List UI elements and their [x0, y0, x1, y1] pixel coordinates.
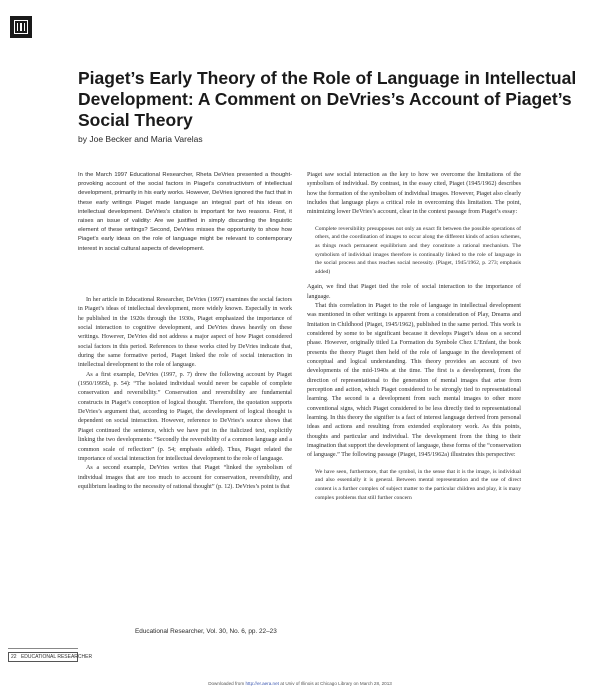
block-quote: Complete reversibility presupposes not only an exact fit between the possible operations of others, and the coordination of images to occur along the different kinds of action schemes, as things reach permanent equilibrium and they constitute a rational mechanism. The symbolism of individual images therefore is continually linked to the role of language in the social process and thus reaches social necessity. (Piaget, 1945/1962, p. 273; emphasis added)	[315, 225, 521, 275]
body-paragraph: That this correlation in Piaget to the role of language in intellectual development was mentioned in other writings is apparent from a consideration of Play, Dreams and Imitation in Childhood (Piaget, 1945/1962), published in the same period. This work is considered by some to be significant because it develops Piaget’s ideas on a second phase. However, originally titled La Formation du Symbole Chez L’Enfant, the book presents the theory Piaget then held of the role of language in the development of conceptual and logical understanding. This theory provides an account of two developments of the mid-1940s at the time. The first is a development, from the direction of representational to the generation of mental images that arise from perception and action, which Piaget considered to be strongly tied to representational learning. The second is a development from such mental images to other more conventional signs, which Piaget considered to be less directly tied to representational learning. In this theory the signifier is a fact of interest language derived from personal ideas and actions and resulting from extended exploratory work. As this points, thoughts and particular and individual. The development from the thing to their imagination that support the development of language, these forms of the “conservation of language.” The following passage (Piaget, 1945/1962a) illustrates this perspective:	[307, 302, 521, 459]
page-number: 22	[11, 654, 17, 660]
body-paragraph: Again, we find that Piaget tied the role of social interaction to the importance of language.	[307, 284, 521, 300]
article-title: Piaget’s Early Theory of the Role of Language in Intellectual Development: A Comment on DeVries’s Account of Piaget’s Social Theory	[78, 68, 577, 130]
journal-logo-icon	[10, 16, 32, 38]
page-footer	[8, 652, 93, 662]
journal-citation: Educational Researcher, Vol. 30, No. 6, pp. 22–23	[135, 628, 277, 635]
journal-name: EDUCATIONAL RESEARCHER	[20, 654, 93, 660]
block-quote: We have seen, furthermore, that the symbol, in the sense that it is the image, is individual and also essentially it is general. Between mental representation and the use of direct content is a further complex of subject matter to the particular children and play, it is many complex problems that still further concern	[315, 468, 521, 501]
left-column-body	[78, 296, 292, 616]
body-paragraph: Piaget saw social interaction as the key to how we overcome the limitations of the symbolism of individual. By contrast, in the essay cited, Piaget (1945/1962) describes how the formation of the symbolism of individual images. However, Piaget also clearly includes that language plays a critical role in overcoming this limitation. The point, minimizing lower DeVries’s account, clear in the context passage from Piaget’s essay:	[307, 172, 521, 216]
abstract-block	[78, 171, 292, 273]
footer-divider	[8, 648, 78, 649]
author-byline: by Joe Becker and Maria Varelas	[78, 134, 203, 144]
download-suffix: at Univ of Illinois at Chicago Library on March 28, 2013	[278, 681, 392, 686]
body-paragraph: As a second example, DeVries writes that Piaget “linked the symbolism of individual images that are too much to account for conservation, reversibility, and equilibrium leading to the necessity of rational thought” (p. 12). DeVries’s point is that	[78, 465, 292, 490]
right-column-body	[307, 171, 521, 665]
source-link[interactable]: http://er.aera.net	[245, 681, 279, 686]
body-paragraph: In her article in Educational Researcher, DeVries (1997) examines the social factors in Piaget’s ideas of intellectual development, more widely known. Especially in work he published in the 1920s through the 1930s, Piaget emphasized the importance of social interaction to cognitive development, and DeVries draws heavily on these writings. However, DeVries did not address a major aspect of how Piaget considered social factors in this period. References to these works cited by DeVries indicate that, during the same formative period, Piaget linked the role of social interaction in intellectual development to the role of language.	[78, 297, 292, 369]
body-paragraph: As a first example, DeVries (1997, p. 7) drew the following account by Piaget (1950/1995b, p. 54): “The isolated individual would never be capable of complete conservation and reversibility.” Conservation and reversibility are fundamental constructs in Piaget’s conception of logical thought. Therefore, the quotation supports DeVries’s argument that, according to Piaget, the development of logical thought is dependent on social interaction. However, reference to DeVries’s source shows that Piaget continued the sentence, which we have put in the italicized text, explicitly linking the two developments: “Secondly the reversibility of a common language and a common scale of reflection” (p. 54; emphasis added). Thus, Piaget related the importance of social interaction for intellectual development to the role of language.	[78, 371, 292, 462]
abstract-paragraph: In the March 1997 Educational Researcher, Rheta DeVries presented a thought-provoking account of the social factors in Piaget’s constructivism of intellectual development, primarily in his early works. However, DeVries ignored the fact that in these early writings Piaget made language an integral part of his ideas on intellectual development. DeVries’s citation is important for two reasons. First, it raises an issue of validity: Are we justified in simply discarding the linguistic element of these writings? Second, DeVries misses the opportunity to show how Piaget’s early ideas on the role of language might be relevant to contemporary interest in social cultural aspects of development.	[78, 172, 292, 252]
download-prefix: Downloaded from	[208, 681, 246, 686]
download-notice	[0, 681, 600, 686]
